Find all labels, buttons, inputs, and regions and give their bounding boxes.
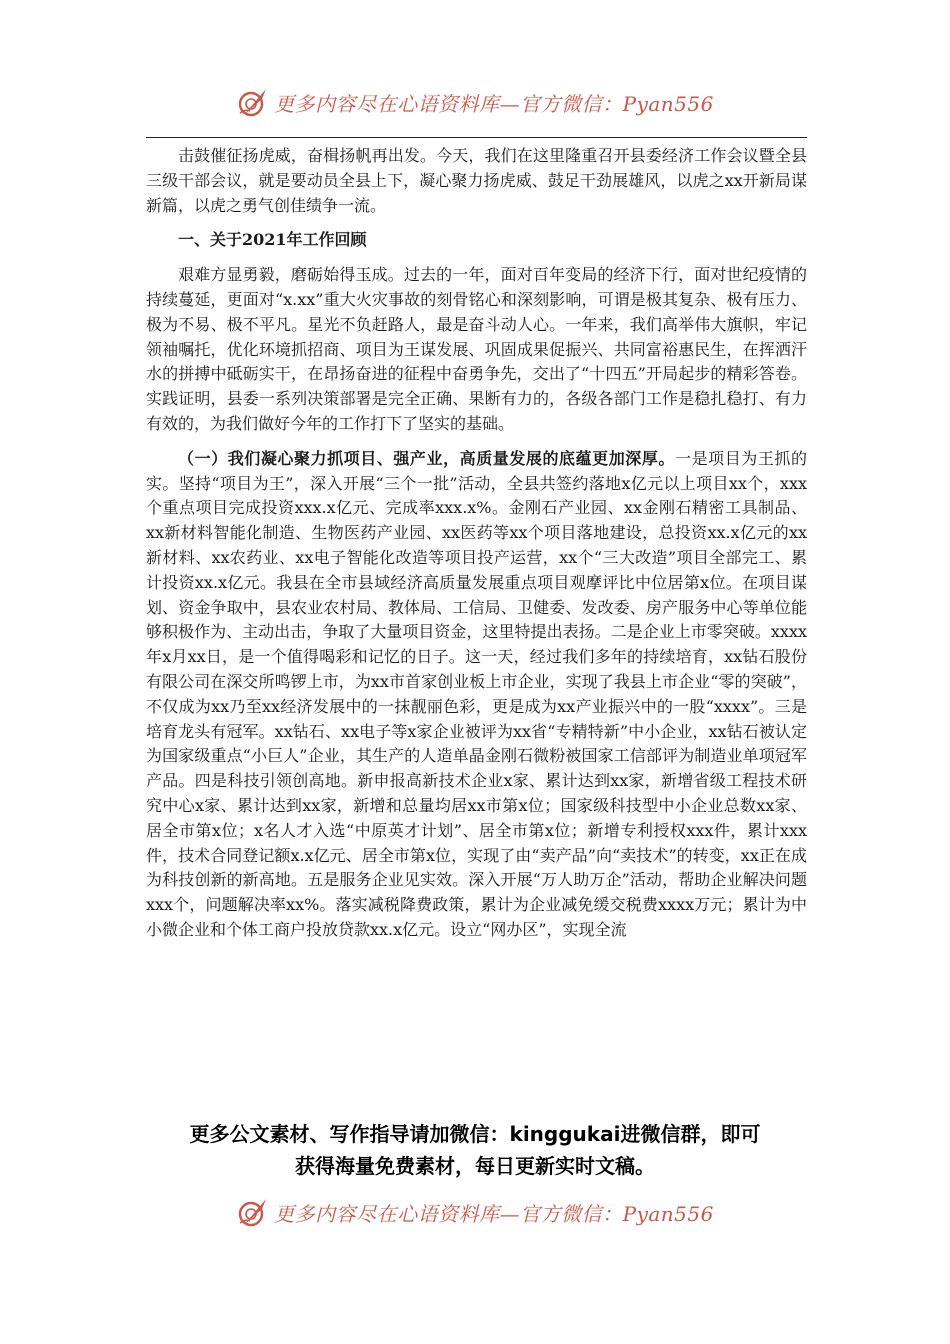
header-banner xyxy=(0,82,950,122)
footer-banner xyxy=(0,1192,950,1232)
review-paragraph: 艰难方显勇毅，磨砺始得玉成。过去的一年，面对百年变局的经济下行，面对世纪疫情的持续蔓延，更面对“x.xx”重大火灾事故的刻骨铭心和深刻影响，可谓是极其复杂、极有压力、极为不易、极不平凡。星光不负赶路人，最是奋斗动人心。一年来，我们高举伟大旗帜，牢记领袖嘱托，优化环境抓招商、项目为王谋发展、巩固成果促振兴、共同富裕惠民生，在挥洒汗水的拼搏中砥砺实干，在昂扬奋进的征程中奋勇争先，交出了“十四五”开局起步的精彩答卷。实践证明，县委一系列决策部署是完全正确、果断有力的，各级各部门工作是稳扎稳打、有力有效的，为我们做好今年的工作打下了坚实的基础。 xyxy=(146,265,807,433)
subsection-body: 一是项目为王抓的实。坚持“项目为王”，深入开展“三个一批”活动，全县共签约落地x亿元以上项目xx个，xxx个重点项目完成投资xxx.x亿元、完成率xxx.x%。金刚石产业园、xx金刚石精密工具制品、xx新材料智能化制造、生物医药产业园、xx医药等xx个项目落地建设，总投资xx.x亿元的xx新材料、xx农药业、xx电子智能化改造等项目投产运营，xx个“三大改造”项目全部完工、累计投资xx.x亿元。我县在全市县域经济高质量发展重点项目观摩评比中位居第x位。在项目谋划、资金争取中，县农业农村局、教体局、工信局、卫健委、发改委、房产服务中心等单位能够积极作为、主动出击，争取了大量项目资金，这里特提出表扬。二是企业上市零突破。xxxx年x月xx日，是一个值得喝彩和记忆的日子。这一天，经过我们多年的持续培育，xx钻石股份有限公司在深交所鸣锣上市，为xx市首家创业板上市企业，实现了我县上市企业“零的突破”，不仅成为xx乃至xx经济发展中的一抹靓丽色彩，更是成为xx产业振兴中的一股“xxxx”。三是培育龙头有冠军。xx钻石、xx电子等x家企业被评为xx省“专精特新”中小企业，xx钻石被认定为国家级重点“小巨人”企业，其生产的人造单晶金刚石微粉被国家工信部评为制造业单项冠军产品。四是科技引领创高地。新申报高新技术企业x家、累计达到xx家，新增省级工程技术研究中心x家、累计达到xx家，新增和总量均居xx市第x位；国家级科技型中小企业总数xx家、居全市第x位；x名人才入选“中原英才计划”、居全市第x位；新增专利授权xxx件，累计xxx件，技术合同登记额x.x亿元、居全市第x位，实现了由“卖产品”向“卖技术”的转变，xx正在成为科技创新的新高地。五是服务企业见实效。深入开展“万人助万企”活动，帮助企业解决问题xxx个，问题解决率xx%。落实减税降费政策，累计为企业减免缓交税费xxxx万元；累计为中小微企业和个体工商户投放贷款xx.x亿元。设立“网办区”，实现全流 xyxy=(146,448,807,939)
quill-seal-icon xyxy=(236,85,270,119)
banner-text: 更多内容尽在心语资料库—官方微信：Pyan556 xyxy=(274,1201,714,1226)
document-body xyxy=(146,144,807,943)
subsection-heading: （一）我们凝心聚力抓项目、强产业，高质量发展的底蕴更加深厚。 xyxy=(178,448,676,468)
promo-line-2: 获得海量免费素材，每日更新实时文稿。 xyxy=(295,1154,655,1178)
promo-text xyxy=(120,1118,830,1182)
intro-paragraph: 击鼓催征扬虎威，奋楫扬帆再出发。今天，我们在这里隆重召开县委经济工作会议暨全县三级干部会议，就是要动员全县上下，凝心聚力扬虎威、鼓足干劲展雄风，以虎之xx开新局谋新篇，以虎之勇气创佳绩争一流。 xyxy=(146,146,807,215)
subsection-paragraph xyxy=(146,447,807,943)
header-divider xyxy=(146,137,807,138)
banner-text: 更多内容尽在心语资料库—官方微信：Pyan556 xyxy=(274,91,714,116)
section-heading-review: 一、关于2021年工作回顾 xyxy=(178,230,367,250)
promo-line-1: 更多公文素材、写作指导请加微信：kinggukai进微信群，即可 xyxy=(189,1122,761,1146)
quill-seal-icon xyxy=(236,1195,270,1229)
